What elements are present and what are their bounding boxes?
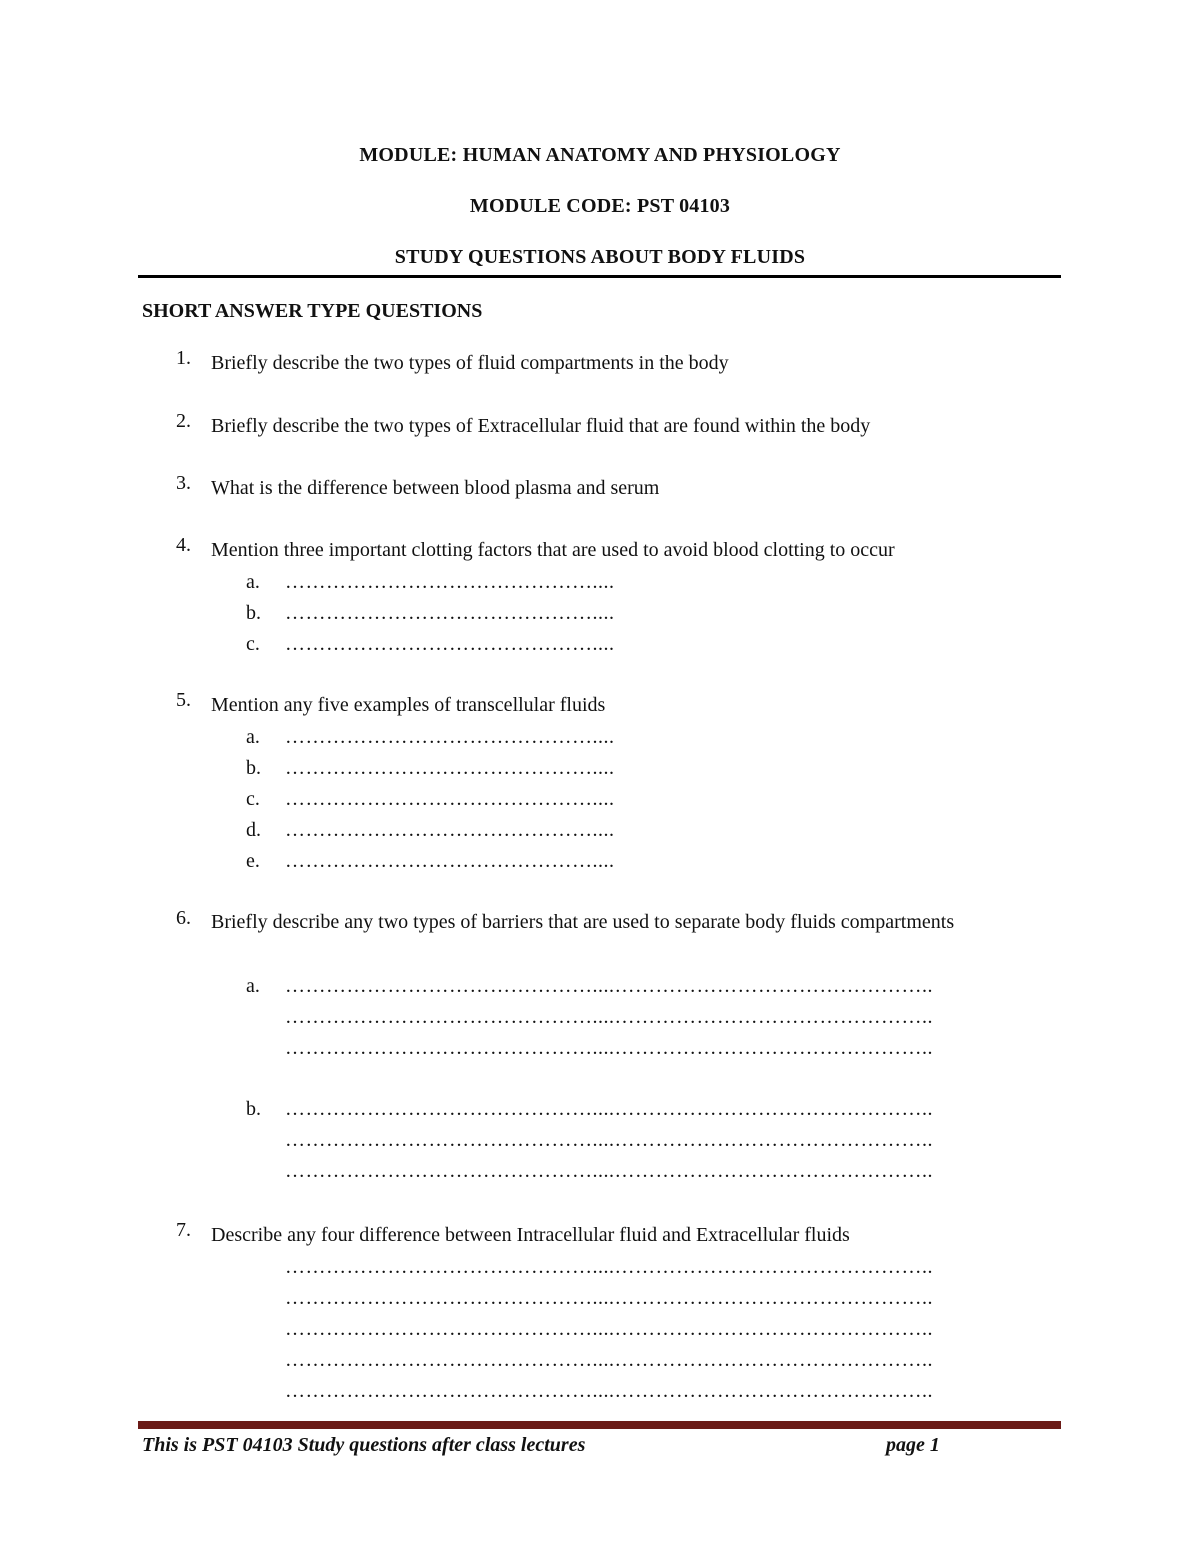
- answer-blank: ………………………………………....………………………………………..: [285, 1006, 933, 1028]
- module-title: MODULE: HUMAN ANATOMY AND PHYSIOLOGY: [359, 144, 841, 166]
- answer-blank: ………………………………………....: [285, 788, 615, 810]
- question-text: Briefly describe the two types of Extracellular fluid that are found within the body: [211, 415, 871, 437]
- answer-letter: d.: [246, 819, 261, 841]
- answer-blank: ………………………………………....: [285, 602, 615, 624]
- answer-blank: ………………………………………....: [285, 633, 615, 655]
- answer-blank: ………………………………………....………………………………………..: [285, 1256, 933, 1278]
- answer-letter: c.: [246, 788, 260, 810]
- answer-blank: ………………………………………....: [285, 819, 615, 841]
- answer-letter: a.: [246, 975, 260, 997]
- answer-blank: ………………………………………....………………………………………..: [285, 1129, 933, 1151]
- header-divider: [138, 275, 1061, 278]
- answer-blank: ………………………………………....: [285, 571, 615, 593]
- question-text: Mention three important clotting factors that are used to avoid blood clotting to occur: [211, 539, 895, 561]
- answer-letter: c.: [246, 633, 260, 655]
- question-text: Briefly describe the two types of fluid compartments in the body: [211, 352, 729, 374]
- section-heading: SHORT ANSWER TYPE QUESTIONS: [142, 300, 483, 322]
- answer-blank: ………………………………………....: [285, 757, 615, 779]
- question-number: 2.: [176, 410, 191, 432]
- answer-blank: ………………………………………....………………………………………..: [285, 975, 933, 997]
- question-number: 4.: [176, 534, 191, 556]
- question-number: 3.: [176, 472, 191, 494]
- answer-letter: e.: [246, 850, 260, 872]
- question-number: 5.: [176, 689, 191, 711]
- question-number: 7.: [176, 1219, 191, 1241]
- footer-caption: This is PST 04103 Study questions after class lectures: [142, 1434, 586, 1456]
- answer-blank: ………………………………………....………………………………………..: [285, 1349, 933, 1371]
- question-text: Describe any four difference between Intracellular fluid and Extracellular fluids: [211, 1224, 850, 1246]
- answer-letter: a.: [246, 571, 260, 593]
- question-text: What is the difference between blood plasma and serum: [211, 477, 660, 499]
- answer-letter: b.: [246, 1098, 261, 1120]
- question-number: 1.: [176, 347, 191, 369]
- answer-blank: ………………………………………....………………………………………..: [285, 1318, 933, 1340]
- question-text: Briefly describe any two types of barriers that are used to separate body fluids compartments: [211, 911, 955, 933]
- footer-divider: [138, 1421, 1061, 1429]
- answer-letter: b.: [246, 602, 261, 624]
- answer-blank: ………………………………………....: [285, 850, 615, 872]
- answer-blank: ………………………………………....………………………………………..: [285, 1160, 933, 1182]
- module-code: MODULE CODE: PST 04103: [469, 195, 731, 217]
- question-number: 6.: [176, 907, 191, 929]
- answer-blank: ………………………………………....………………………………………..: [285, 1287, 933, 1309]
- answer-blank: ………………………………………....………………………………………..: [285, 1380, 933, 1402]
- document-subtitle: STUDY QUESTIONS ABOUT BODY FLUIDS: [394, 246, 806, 268]
- answer-blank: ………………………………………....: [285, 726, 615, 748]
- answer-letter: b.: [246, 757, 261, 779]
- answer-letter: a.: [246, 726, 260, 748]
- answer-blank: ………………………………………....………………………………………..: [285, 1098, 933, 1120]
- page-number: page 1: [886, 1434, 940, 1456]
- question-text: Mention any five examples of transcellular fluids: [211, 694, 606, 716]
- answer-blank: ………………………………………....………………………………………..: [285, 1037, 933, 1059]
